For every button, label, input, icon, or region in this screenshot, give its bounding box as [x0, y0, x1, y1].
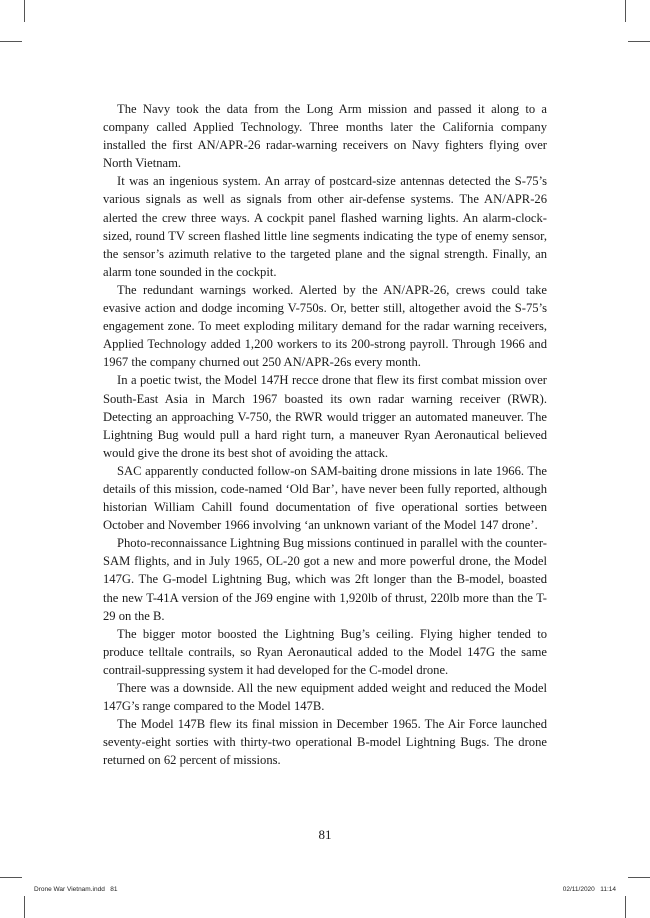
paragraph: Photo-reconnaissance Lightning Bug missions continued in parallel with the counter-SAM flights, and in July 1965, OL-20 got a new and more powerful drone, the Model 147G. The G-model Lightning Bug, which was 2ft longer than the B-model, boasted the new T-41A version of the J69 engine with 1,920lb of thrust, 220lb more than the T-29 on the B.: [103, 536, 547, 623]
paragraph: The redundant warnings worked. Alerted by the AN/APR-26, crews could take evasive action and dodge incoming V-750s. Or, better still, altogether avoid the S-75’s engagement zone. To meet exploding military demand for the radar warning receivers, Applied Technology added 1,200 workers to its 200-strong payroll. Through 1966 and 1967 the company churned out 250 AN/APR-26s every month.: [103, 282, 547, 370]
paragraph: There was a downside. All the new equipment added weight and reduced the Model 147G’s range compared to the Model 147B.: [103, 681, 547, 714]
crop-mark: [625, 0, 626, 22]
crop-mark: [24, 896, 25, 918]
paragraph: The Navy took the data from the Long Arm mission and passed it along to a company called Applied Technology. Three months later the California company installed the first AN/APR-26 radar-warning receivers on Navy fighters flying over North Vietnam.: [103, 102, 547, 171]
paragraph: It was an ingenious system. An array of postcard-size antennas detected the S-75’s various signals as well as signals from other air-defense systems. The AN/APR-26 alerted the crew three ways. A cockpit panel flashed warning lights. An alarm-clock-sized, round TV screen flashed little line segments indicating the type of enemy sensor, the sensor’s azimuth relative to the targeted plane and the signal strength. Finally, an alarm tone sounded in the cockpit.: [103, 174, 547, 279]
body-text: [103, 100, 547, 769]
paragraph: In a poetic twist, the Model 147H recce drone that flew its first combat mission over South-East Asia in March 1967 boasted its own radar warning receiver (RWR). Detecting an approaching V-750, the RWR would trigger an automated maneuver. The Lightning Bug would pull a hard right turn, a maneuver Ryan Aeronautical believed would give the drone its best shot of avoiding the attack.: [103, 373, 547, 460]
paragraph: The bigger motor boosted the Lightning Bug’s ceiling. Flying higher tended to produce telltale contrails, so Ryan Aeronautical added to the Model 147G the same contrail-suppressing system it had developed for the C-model drone.: [103, 626, 547, 677]
crop-mark: [0, 41, 22, 42]
paragraph: SAC apparently conducted follow-on SAM-baiting drone missions in late 1966. The details of this mission, code-named ‘Old Bar’, have never been fully reported, although historian William Cahill found documentation of five operational sorties between October and November 1966 involving ‘an unknown variant of the Model 147 drone’.: [103, 463, 547, 533]
crop-mark: [625, 896, 626, 918]
slug-filename: Drone War Vietnam.indd 81: [34, 886, 118, 893]
paragraph: The Model 147B flew its final mission in December 1965. The Air Force launched seventy-eight sorties with thirty-two operational B-model Lightning Bugs. The drone returned on 62 percent of missions.: [103, 717, 547, 768]
crop-mark: [628, 41, 650, 42]
crop-mark: [0, 877, 22, 878]
crop-mark: [24, 0, 25, 22]
crop-mark: [628, 877, 650, 878]
slug-timestamp: 02/11/2020 11:14: [562, 886, 616, 893]
page-number: 81: [318, 827, 332, 842]
